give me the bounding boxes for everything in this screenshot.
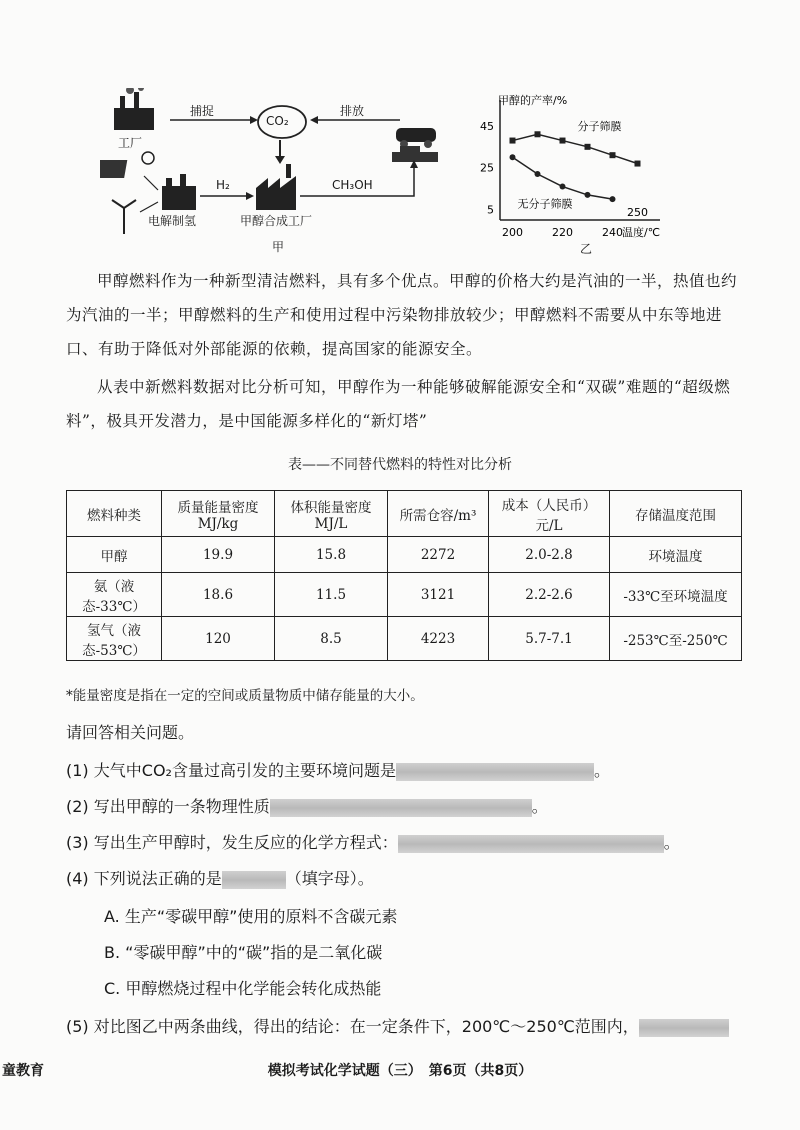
table-cell: 环境温度 [610,537,742,573]
option-a: A. 生产“零碳甲醇”使用的原料不含碳元素 [104,907,398,926]
table-header: 成本（人民币）元/L [489,491,610,537]
table-cell: 18.6 [162,573,275,617]
x-axis-label: 温度/℃ [622,226,661,239]
table-cell: 120 [162,617,275,661]
table-cell: 甲醇 [67,537,162,573]
question-3: (3) 写出生产甲醇时，发生反应的化学方程式： 。 [66,833,680,852]
solar-panel-icon [100,152,154,178]
x-tick-label: 240 [602,226,623,239]
question-2: (2) 写出甲醇的一条物理性质 。 [66,797,548,816]
question-number: (2) [66,797,89,816]
x-tick-label: 200 [502,226,523,239]
yield-chart [470,90,690,260]
table-cell: 19.9 [162,537,275,573]
table-cell: 2.0-2.8 [489,537,610,573]
plant-label: 甲醇合成工厂 [240,214,313,228]
data-point [610,152,616,158]
electrolysis-plant-icon [162,174,196,210]
co2-label: CO₂ [266,114,289,128]
question-5 [66,1014,729,1037]
y-tick-label: 5 [487,203,494,217]
factory-icon [114,88,154,130]
ch3oh-label: CH₃OH [332,178,373,192]
car-ship-icon [392,128,438,162]
series-line [513,134,638,163]
table-header-row [67,491,742,537]
table-header: 质量能量密度 MJ/kg [162,491,275,537]
question-number: (4) [66,869,89,888]
option-c: C. 甲醇燃烧过程中化学能会转化成热能 [104,979,382,998]
table-cell: -33℃至环境温度 [610,573,742,617]
x-tick-label: 220 [552,226,573,239]
answer-blank-4[interactable] [222,871,286,889]
table-cell: -253℃至-250℃ [610,617,742,661]
electrolysis-label: 电解制氢 [148,214,197,228]
h2-label: H₂ [216,178,230,192]
question-1: (1) 大气中CO₂含量过高引发的主要环境问题是 。 [66,761,610,780]
footer-left: 童教育 [2,1063,44,1079]
answer-blank-5[interactable] [639,1019,729,1037]
table-cell: 3121 [388,573,489,617]
question-number: (1) [66,761,89,780]
data-point [510,154,516,160]
table-cell: 氨（液态-33℃） [67,573,162,617]
figure-jia-caption: 甲 [272,240,285,254]
table-cell: 5.7-7.1 [489,617,610,661]
question-text: 对比图乙中两条曲线，得出的结论：在一定条件下，200℃～250℃范围内， [93,1017,639,1036]
table-row [67,573,742,617]
data-point [585,144,591,150]
table-header: 燃料种类 [67,491,162,537]
figure-jia [100,88,460,258]
question-text: 写出甲醇的一条物理性质 [93,797,270,816]
table-header: 存储温度范围 [610,491,742,537]
series-line [513,157,613,199]
table-cell: 2272 [388,537,489,573]
option-b: B. “零碳甲醇”中的“碳”指的是二氧化碳 [104,943,383,962]
capture-label: 捕捉 [190,104,215,118]
series-label: 无分子筛膜 [517,197,573,211]
data-point [560,184,566,190]
wind-turbine-icon [112,200,136,234]
table-footnote: *能量密度是指在一定的空间或质量物质中储存能量的大小。 [66,688,424,704]
answer-prompt: 请回答相关问题。 [66,723,195,742]
y-axis-label: 甲醇的产率/% [498,94,568,107]
fuel-comparison-table [66,490,742,661]
answer-blank-2[interactable] [270,799,532,817]
table-header: 所需仓容/m³ [388,491,489,537]
question-number: (5) [66,1017,89,1036]
table-cell: 4223 [388,617,489,661]
y-tick-label: 25 [480,161,494,175]
data-point [560,138,566,144]
table-title: 表——不同替代燃料的特性对比分析 [288,457,512,473]
table-cell: 8.5 [275,617,388,661]
data-point [610,196,616,202]
figure-yi [470,90,690,260]
question-number: (3) [66,833,89,852]
answer-blank-3[interactable] [398,835,664,853]
table-cell: 2.2-2.6 [489,573,610,617]
question-text: 下列说法正确的是 [93,869,222,888]
data-point [585,192,591,198]
x-tick-label: 250 [627,206,648,219]
data-point [635,161,641,167]
question-4: (4) 下列说法正确的是 （填字母）。 [66,869,374,888]
emit-label: 排放 [340,104,365,118]
table-header: 体积能量密度 MJ/L [275,491,388,537]
data-point [510,138,516,144]
data-point [535,171,541,177]
factory-label: 工厂 [118,136,143,150]
figure-yi-caption: 乙 [580,242,593,256]
question-text: 写出生产甲醇时，发生反应的化学方程式： [93,833,398,852]
table-row [67,617,742,661]
footer-page-info: 模拟考试化学试题（三） 第6页（共8页） [267,1063,533,1079]
methanol-plant-icon [256,164,296,210]
paragraph-2: 从表中新燃料数据对比分析可知，甲醇作为一种能够破解能源安全和“双碳”难题的“超级燃料”，极具开发潜力，是中国能源多样化的“新灯塔” [66,378,731,430]
table-row [67,537,742,573]
table-cell: 15.8 [275,537,388,573]
table-cell: 11.5 [275,573,388,617]
y-tick-label: 45 [480,119,494,133]
series-label: 分子筛膜 [577,120,622,134]
question-text: 大气中CO₂含量过高引发的主要环境问题是 [93,761,396,780]
table-cell: 氢气（液态-53℃） [67,617,162,661]
data-point [535,131,541,137]
answer-blank-1[interactable] [396,763,594,781]
paragraph-1: 甲醇燃料作为一种新型清洁燃料，具有多个优点。甲醇的价格大约是汽油的一半，热值也约为汽油的一半；甲醇燃料的生产和使用过程中污染物排放较少；甲醇燃料不需要从中东等地进口、有助于降低对外部能源的依赖，提高国家的能源安全。 [66,272,738,358]
